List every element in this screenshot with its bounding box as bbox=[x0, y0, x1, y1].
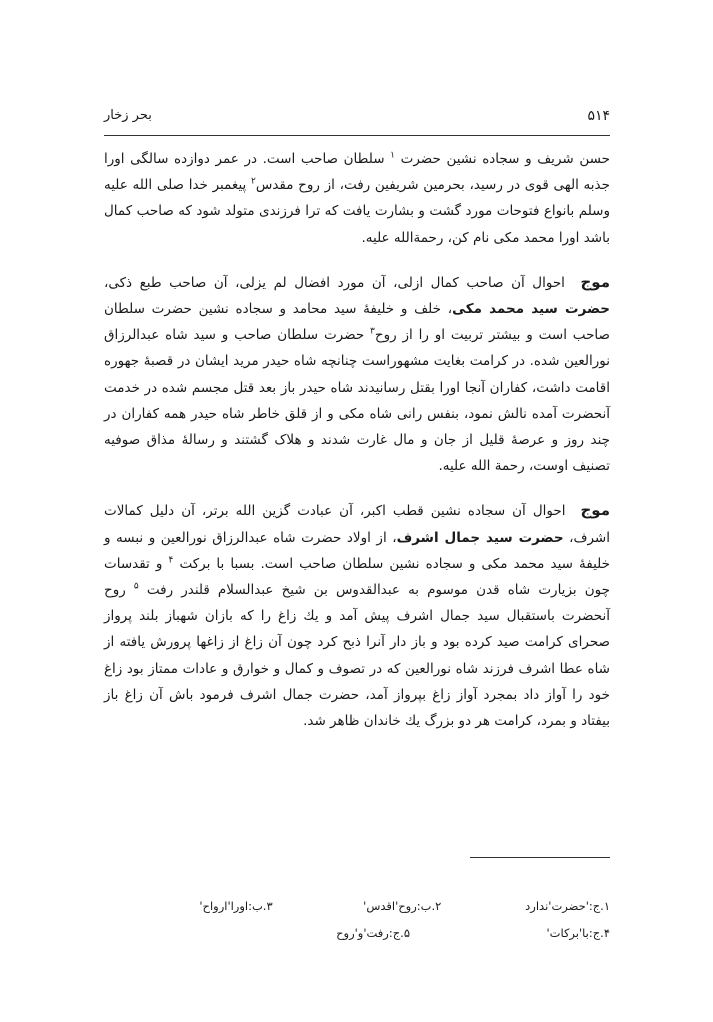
footnote-row bbox=[104, 893, 610, 920]
paragraph-1 bbox=[104, 146, 610, 251]
p1-text-a: حسن شریف و سجاده نشین حضرت bbox=[400, 151, 610, 167]
page-number: ۵۱۴ bbox=[587, 108, 610, 124]
footnote-4: ۴.ج:با'برکات' bbox=[546, 926, 610, 940]
footnotes bbox=[104, 893, 610, 947]
footnote-ref-1: ۱ bbox=[390, 150, 395, 161]
p1-text-b: سلطان صاحب است. در عمر دوازده سالگی اورا جذبه الهی قوی در رسید، بحرمین شریفین رفت، از روح مقدس bbox=[104, 151, 610, 194]
body-text bbox=[104, 146, 610, 734]
p2-text-a: احوال آن صاحب کمال ازلی، آن مورد افضال لم یزلی، آن صاحب طبع ذکی، bbox=[104, 274, 565, 291]
footnote-rule bbox=[470, 857, 610, 858]
p2-text-b: ، خلف و خلیفهٔ سید محامد و سجاده نشین حضرت سلطان صاحب است و بیشتر تربیت او را از روح bbox=[104, 301, 610, 344]
p2-bold-name: حضرت سید محمد مکی bbox=[452, 301, 610, 318]
footnote-ref-5: ۵ bbox=[133, 581, 139, 592]
running-title: بحر زخار bbox=[104, 108, 152, 123]
footnote-ref-4: ۴ bbox=[168, 555, 174, 566]
footnote-ref-2: ۲ bbox=[251, 176, 256, 187]
paragraph-spacer bbox=[104, 479, 610, 497]
p2-text-c: حضرت سلطان صاحب و سید شاه عبدالرزاق نورالعین شده. در کرامت بغایت مشهوراست چنانچه شاه حیدر مرید ایشان در قصبهٔ جهوره اقامت داشت، کفاران آنجا اورا بقتل رسانیدند شاه حیدر باز بعد قتل مجسم شده در خدمت آنحضرت آمده نالش نمود، بنفس رانی شاه مکی و از قلق خاطر شاه حیدر همه کفاران در چند روز و عرصهٔ قلیل از جان و مال غارت شدند و هلاک گشتند و رسالهٔ مذاق صوفیه تصنیف اوست، رحمة الله علیه. bbox=[104, 327, 610, 475]
footnote-3: ۳.ب:اورا'ارواح' bbox=[199, 899, 273, 913]
section-heading-mawj: موج bbox=[580, 272, 611, 291]
p3-text-b: ، از اولاد حضرت شاه عبدالرزاق نورالعین و نبسه و خلیفهٔ سید محمد مکی و سجاده نشین سلطان صاحب است. بسبا با برکت bbox=[104, 529, 610, 572]
p3-bold-name: حضرت سید جمال اشرف bbox=[396, 529, 564, 546]
footnote-5: ۵.ج:رفت'و'روح bbox=[336, 926, 410, 940]
p3-text-d: روح آنحضرت باستقبال سید جمال اشرف پیش آمد و یك زاغ را که بازان شهباز بلند پرواز صحرای کرامت صید کرده بود و باز دار آنرا ذبح کرد چون آن زاغ از زاغها پرورش یافته از شاه عطا اشرف فرزند شاه نورالعین که در تصوف و کمال و خوارق و عادات ممتاز بود زاغ خود را آواز داد بمجرد آواز زاغ بپرواز آمد، حضرت جمال اشرف فرمود باش آن زاغ باز بیفتاد و بمرد، کرامت هر دو بزرگ یك خاندان ظاهر شد. bbox=[104, 582, 610, 730]
p1-text-c: پیغمبر خدا صلی الله علیه وسلم بانواع فتوحات مورد گشت و بشارت یافت که ترا فرزندی متولد شود که صاحب کمال باشد اورا محمد مکی نام کن، رحمةالله علیه. bbox=[104, 177, 610, 246]
footnote-1: ۱.ج:'حضرت'ندارد bbox=[525, 899, 610, 913]
header-rule bbox=[104, 135, 610, 136]
footnote-row bbox=[104, 920, 610, 947]
section-heading-mawj: موج bbox=[580, 501, 611, 520]
footnote-2: ۲.ب:روح'اقدس' bbox=[363, 899, 442, 913]
p3-text-c: و تقدسات چون بزیارت شاه قدن موسوم به عبدالقدوس بن شیخ عبدالسلام قلندر رفت bbox=[104, 555, 610, 599]
page-header bbox=[104, 108, 610, 128]
paragraph-3 bbox=[104, 497, 610, 734]
p3-text-a: احوال آن سجاده نشین قطب اکبر، آن عبادت گزین الله برتر، آن دلیل کمالات اشرف، bbox=[104, 503, 610, 546]
paragraph-spacer bbox=[104, 251, 610, 269]
footnote-ref-3: ۳ bbox=[370, 326, 375, 337]
paragraph-2 bbox=[104, 269, 610, 480]
